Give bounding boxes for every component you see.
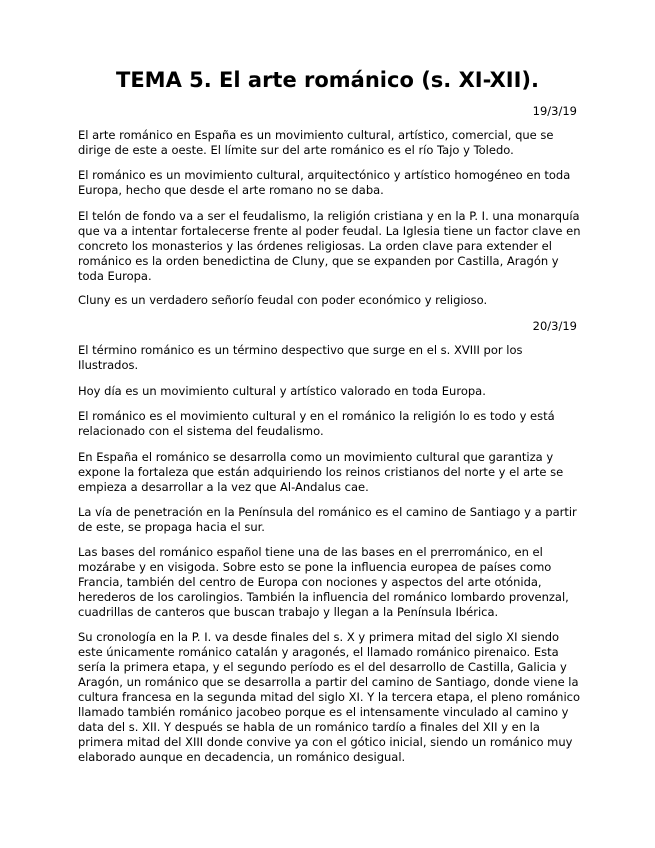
paragraph-4: Cluny es un verdadero señorío feudal con poder económico y religioso. — [78, 293, 488, 307]
document-title: TEMA 5. El arte románico (s. XI-XII). — [116, 68, 539, 92]
date-entry-2: 20/3/19 — [532, 319, 577, 333]
paragraph-3: El telón de fondo va a ser el feudalismo, la religión cristiana y en la P. I. una monarquía que va a intentar fortalecerse frente al poder feudal. La Iglesia tiene un factor clave en concreto los monasterios y las órdenes religiosas. La orden clave para extender el románico es la orden benedictina de Cluny, que se expanden por Castilla, Aragón y toda Europa. — [78, 209, 581, 283]
paragraph-2: El románico es un movimiento cultural, arquitectónico y artístico homogéneo en toda Europa, hecho que desde el arte romano no se daba. — [78, 168, 571, 197]
paragraph-8: En España el románico se desarrolla como un movimiento cultural que garantiza y expone la fortaleza que están adquiriendo los reinos cristianos del norte y el arte se empieza a desarrollar a la vez que Al-Andalus cae. — [78, 450, 564, 494]
paragraph-7: El románico es el movimiento cultural y en el románico la religión lo es todo y está relacionado con el sistema del feudalismo. — [78, 409, 555, 438]
paragraph-6: Hoy día es un movimiento cultural y artístico valorado en toda Europa. — [78, 384, 486, 398]
date-entry-1: 19/3/19 — [532, 104, 577, 118]
paragraph-1: El arte románico en España es un movimiento cultural, artístico, comercial, que se dirige de este a oeste. El límite sur del arte románico es el río Tajo y Toledo. — [78, 128, 554, 157]
paragraph-10: Las bases del románico español tiene una de las bases en el prerrománico, en el mozárabe y en visigoda. Sobre esto se pone la influencia europea de países como Francia, también del centro de Europa con nociones y aspectos del arte otónida, herederos de los carolingios. También la influencia del románico lombardo provenzal, cuadrillas de canteros que buscan trabajo y llegan a la Península Ibérica. — [78, 545, 569, 619]
paragraph-9: La vía de penetración en la Península del románico es el camino de Santiago y a partir de este, se propaga hacia el sur. — [78, 505, 577, 534]
paragraph-5: El término románico es un término despectivo que surge en el s. XVIII por los Ilustrados. — [78, 343, 523, 372]
paragraph-11: Su cronología en la P. I. va desde finales del s. X y primera mitad del siglo XI siendo este únicamente románico catalán y aragonés, el llamado románico pirenaico. Esta sería la primera etapa, y el segundo período es el del desarrollo de Castilla, Galicia y Aragón, un románico que se desarrolla a partir del camino de Santiago, donde viene la cultura francesa en la segunda mitad del siglo XI. Y la tercera etapa, el pleno románico llamado también románico jacobeo porque es el intensamente vinculado al camino y data del s. XII. Y después se habla de un románico tardío a finales del XII y en la primera mitad del XIII donde convive ya con el gótico inicial, siendo un románico muy elaborado aunque en decadencia, un románico desigual. — [78, 630, 581, 764]
